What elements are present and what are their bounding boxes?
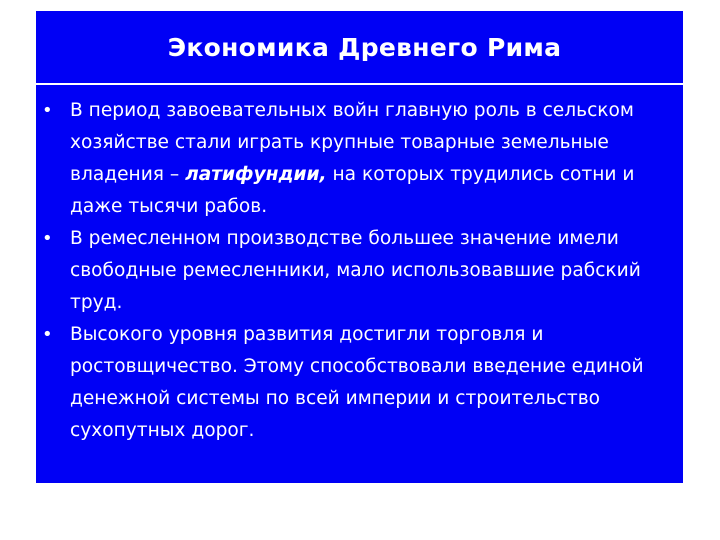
bullet-dot-icon: • xyxy=(42,100,53,121)
bullet-text: Высокого уровня развития достигли торговля и ростовщичество. Этому способствовали введение единой денежной системы по всей империи и строительство сухопутных дорог. xyxy=(70,324,644,441)
bullet-text-before: В период завоевательных войн главную роль в сельском хозяйстве стали играть крупные товарные земельные владения – xyxy=(70,100,634,185)
bullet-item-latifundia xyxy=(36,95,683,223)
bullet-text-after: на которых трудились сотни и даже тысячи рабов. xyxy=(70,164,635,217)
bullet-dot-icon: • xyxy=(42,228,53,249)
bullet-list xyxy=(36,95,683,447)
slide-title: Экономика Древнего Рима xyxy=(167,32,562,62)
slide xyxy=(36,11,683,483)
bullet-text: В ремесленном производстве большее значение имели свободные ремесленники, мало использовавшие рабский труд. xyxy=(70,228,641,313)
bullet-item-artisans xyxy=(36,223,683,319)
bullet-term-latifundia: латифундии, xyxy=(185,164,327,185)
bullet-dot-icon: • xyxy=(42,324,53,345)
title-bar xyxy=(36,11,683,85)
bullet-item-trade xyxy=(36,319,683,447)
